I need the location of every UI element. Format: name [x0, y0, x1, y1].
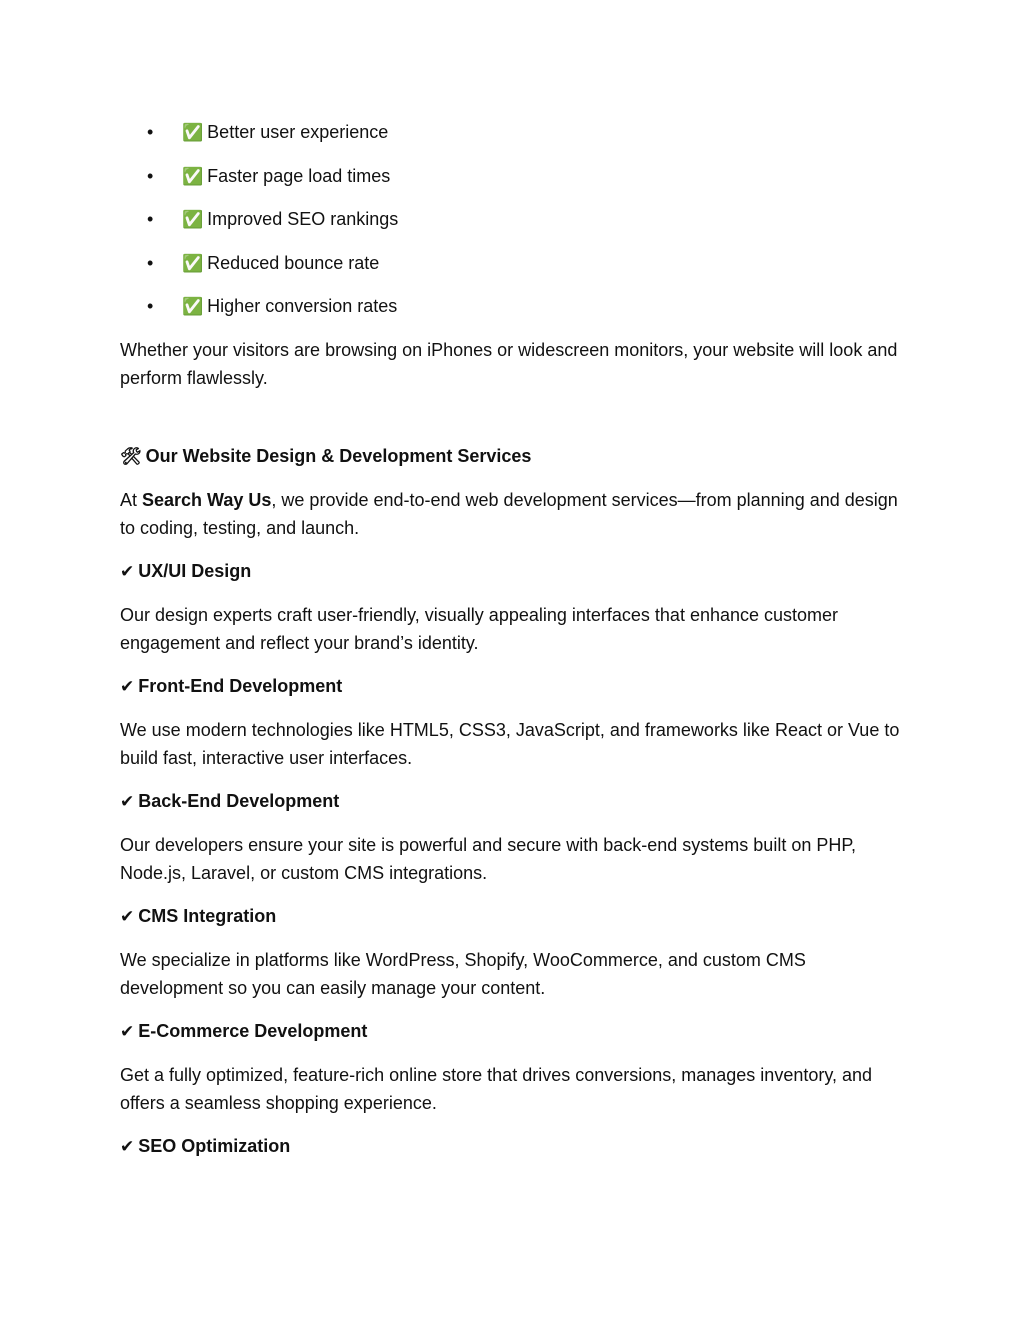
check-mark-icon: ✅ — [182, 123, 204, 143]
list-item — [120, 205, 905, 233]
list-item — [120, 118, 905, 146]
service-title: UX/UI Design — [138, 560, 252, 581]
bullet-icon: • — [147, 165, 154, 186]
bullet-icon: • — [147, 252, 154, 273]
bullet-icon: • — [147, 296, 154, 316]
benefit-text: Reduced bounce rate — [207, 252, 380, 273]
check-mark-icon: ✔ — [120, 791, 135, 812]
bullet-icon: • — [147, 122, 154, 142]
service-title: CMS Integration — [138, 905, 277, 926]
services-intro-paragraph — [120, 486, 905, 542]
document-body — [120, 118, 905, 1176]
benefit-text: Faster page load times — [207, 165, 391, 186]
benefits-list — [120, 118, 905, 320]
check-mark-icon: ✅ — [182, 253, 204, 274]
check-mark-icon: ✔ — [120, 1021, 135, 1042]
check-mark-icon: ✔ — [120, 561, 135, 582]
service-heading-front-end — [120, 672, 905, 701]
hammer-wrench-icon: 🛠 — [120, 446, 142, 467]
check-mark-icon: ✅ — [182, 297, 204, 317]
service-description: We use modern technologies like HTML5, CSS3, JavaScript, and frameworks like React or Vue to build fast, interactive user interfaces. — [120, 719, 900, 768]
service-heading-back-end — [120, 787, 905, 816]
service-description: Our design experts craft user-friendly, visually appealing interfaces that enhance customer engagement and reflect your brand’s identity. — [120, 604, 839, 653]
service-heading-ecommerce — [120, 1017, 905, 1046]
service-description: Our developers ensure your site is powerful and secure with back-end systems built on PHP, Node.js, Laravel, or custom CMS integrations. — [120, 834, 857, 883]
service-title: Front-End Development — [138, 675, 343, 696]
list-item — [120, 292, 905, 320]
service-heading-ux-ui — [120, 557, 905, 586]
list-item — [120, 249, 905, 277]
list-item — [120, 162, 905, 190]
check-mark-icon: ✅ — [182, 210, 204, 230]
brand-name: Search Way Us — [142, 489, 272, 510]
service-title: Back-End Development — [138, 790, 340, 811]
benefit-text: Better user experience — [207, 122, 389, 142]
check-mark-icon: ✔ — [120, 676, 135, 697]
service-title: SEO Optimization — [138, 1135, 291, 1156]
intro-paragraph: Whether your visitors are browsing on iPhones or widescreen monitors, your website will look and perform flawlessly. — [120, 339, 898, 388]
service-description: Get a fully optimized, feature-rich online store that drives conversions, manages inventory, and offers a seamless shopping experience. — [120, 1064, 873, 1113]
section-heading-text: Our Website Design & Development Services — [145, 445, 532, 466]
section-heading — [120, 442, 905, 471]
service-heading-seo — [120, 1132, 905, 1161]
benefit-text: Improved SEO rankings — [207, 209, 399, 229]
service-title: E-Commerce Development — [138, 1020, 368, 1041]
check-mark-icon: ✔ — [120, 1136, 135, 1157]
service-description: We specialize in platforms like WordPress, Shopify, WooCommerce, and custom CMS development so you can easily manage your content. — [120, 949, 806, 998]
service-heading-cms — [120, 902, 905, 931]
benefit-text: Higher conversion rates — [207, 296, 398, 316]
check-mark-icon: ✅ — [182, 166, 204, 187]
check-mark-icon: ✔ — [120, 906, 135, 927]
intro-prefix: At — [120, 489, 143, 510]
bullet-icon: • — [147, 209, 154, 229]
intro-suffix: , we provide end-to-end web development services—from planning and design to coding, testing, and launch. — [120, 489, 898, 538]
